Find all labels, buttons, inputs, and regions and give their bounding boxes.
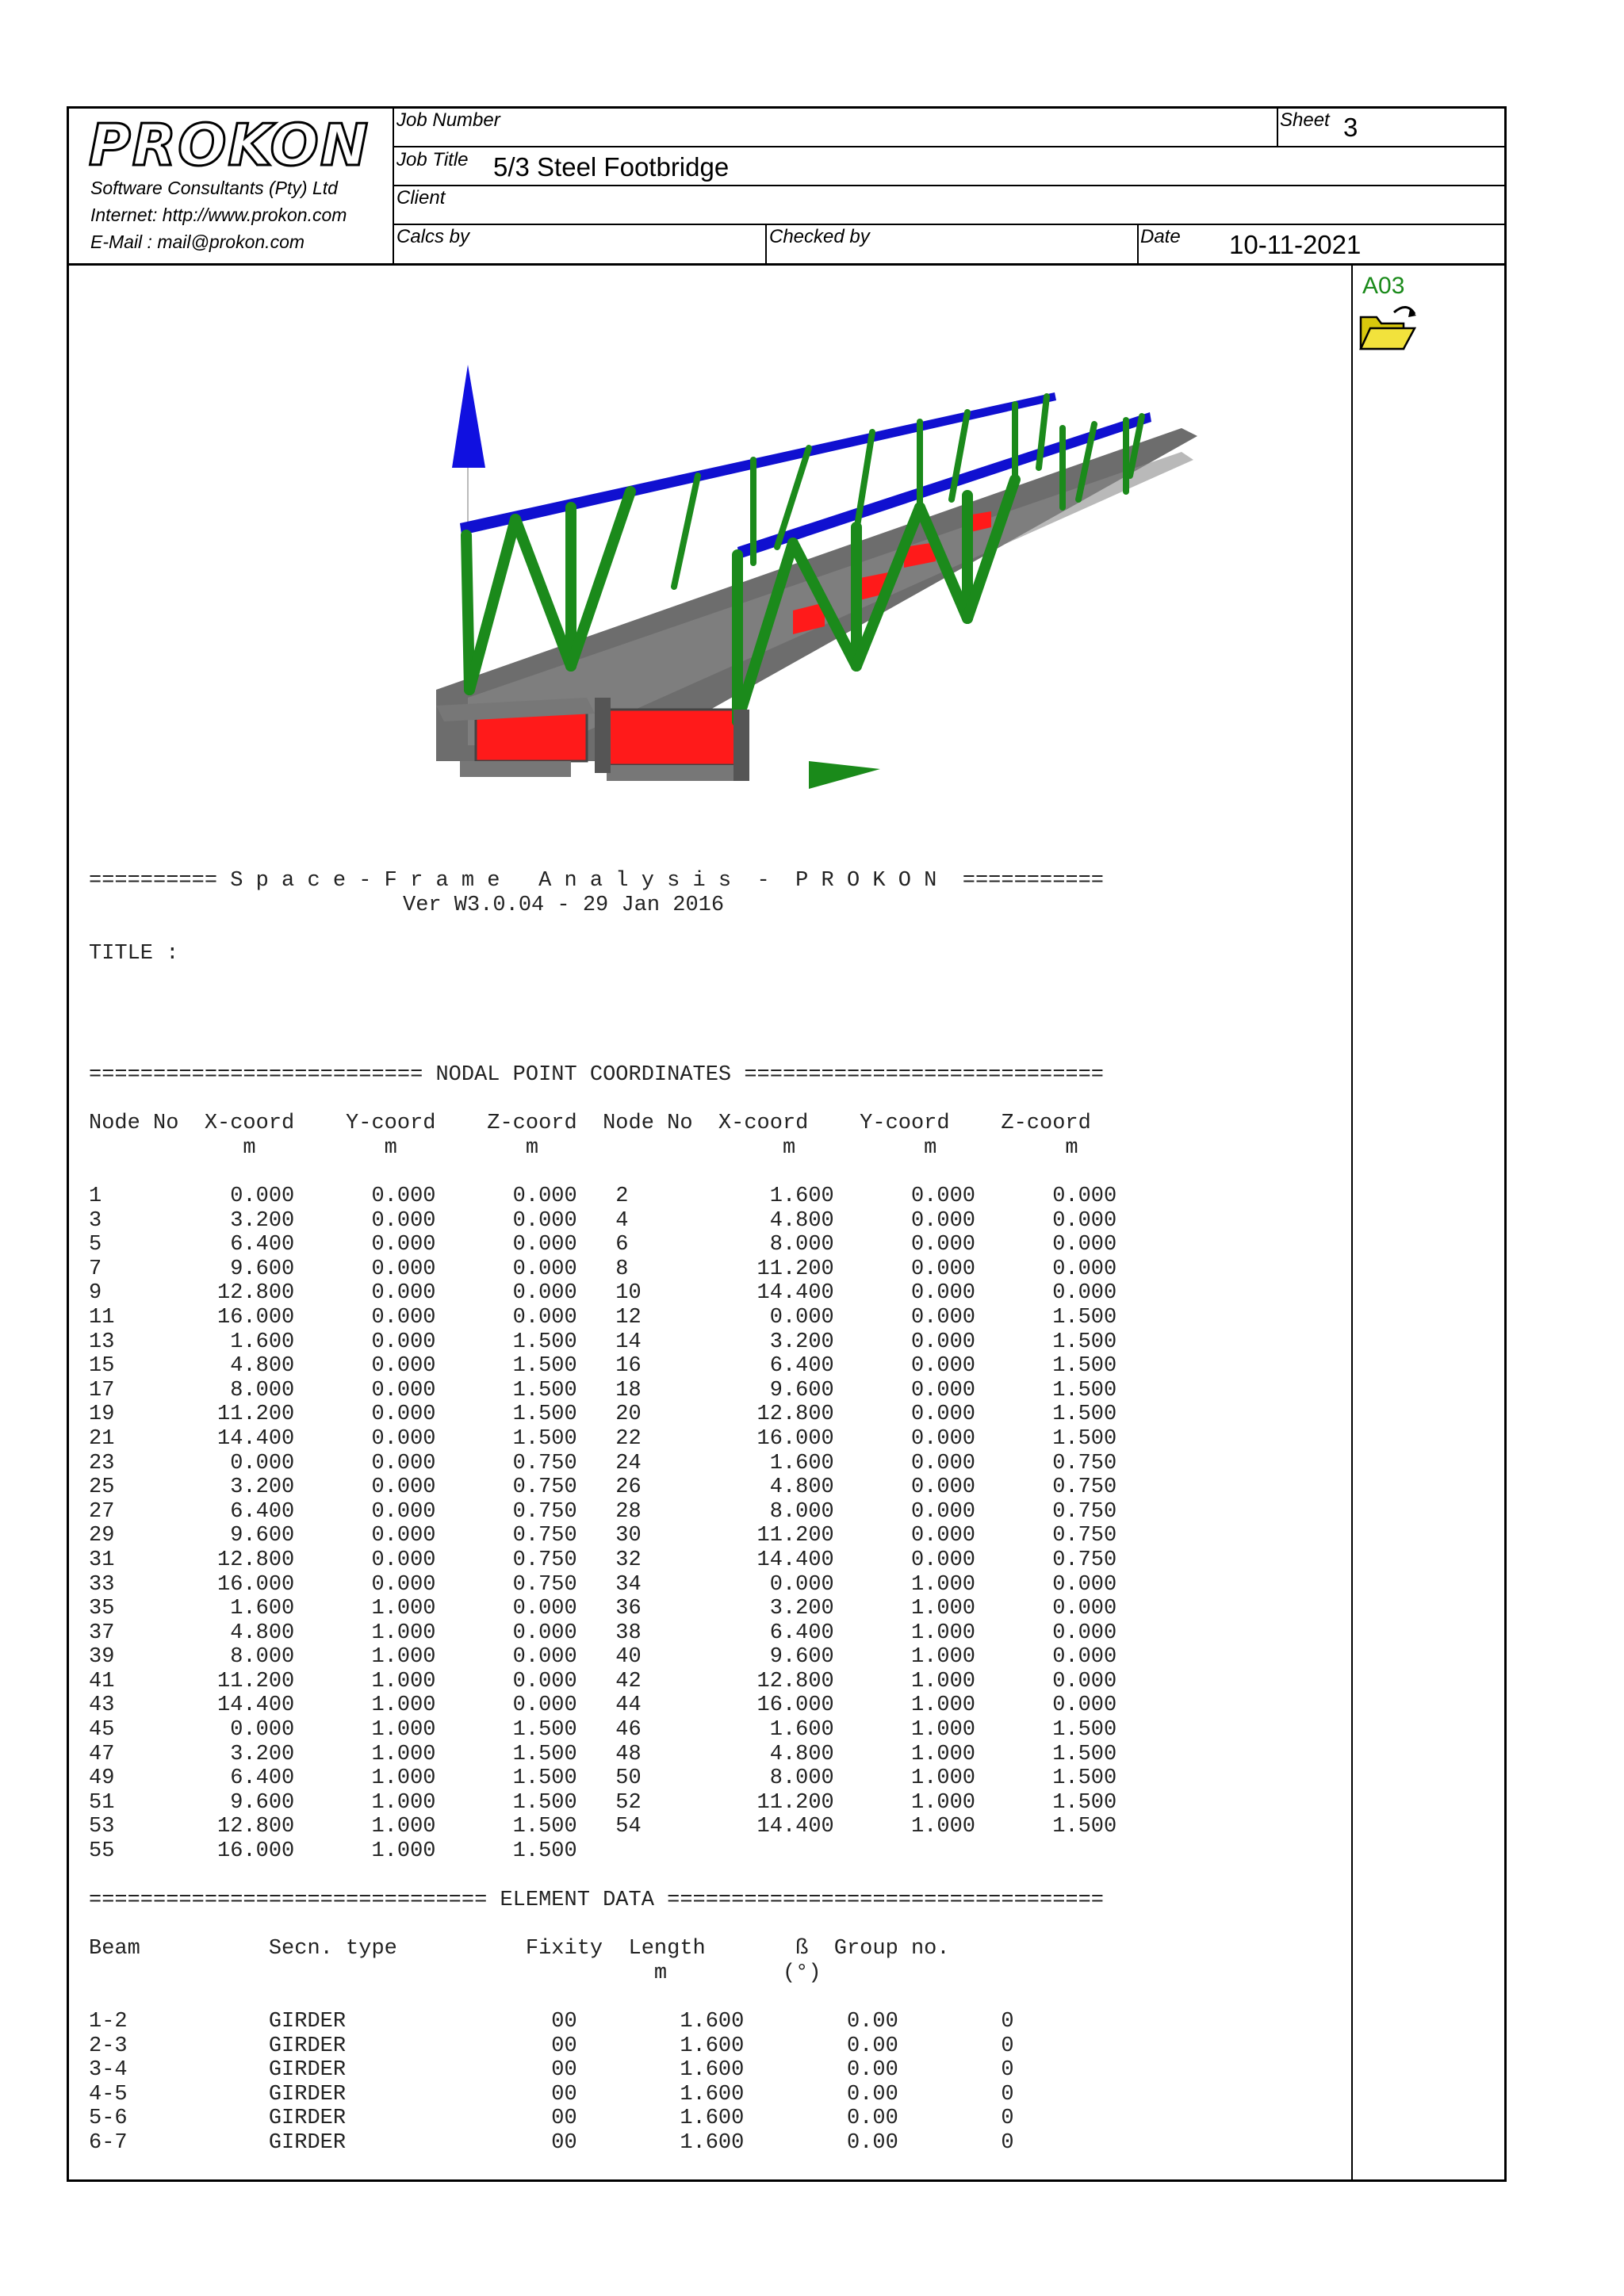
node-row: 41 11.200 1.000 0.000 42 12.800 1.000 0.000 bbox=[89, 1669, 1117, 1693]
header-row-line-3 bbox=[393, 224, 1507, 225]
header-bottom-line bbox=[67, 263, 1507, 266]
node-row: 9 12.800 0.000 0.000 10 14.400 0.000 0.000 bbox=[89, 1281, 1117, 1306]
node-row: 1 0.000 0.000 0.000 2 1.600 0.000 0.000 bbox=[89, 1184, 1117, 1208]
x-axis-arrow bbox=[809, 761, 880, 789]
sheet-divider bbox=[1277, 106, 1278, 146]
date-value: 10-11-2021 bbox=[1229, 230, 1362, 259]
node-row: 5 6.400 0.000 0.000 6 8.000 0.000 0.000 bbox=[89, 1233, 1117, 1257]
node-row: 49 6.400 1.000 1.500 50 8.000 1.000 1.500 bbox=[89, 1766, 1117, 1791]
node-row: 17 8.000 0.000 1.500 18 9.600 0.000 1.500 bbox=[89, 1378, 1117, 1402]
job-title: 5/3 Steel Footbridge bbox=[493, 152, 730, 182]
node-row: 13 1.600 0.000 1.500 14 3.200 0.000 1.500 bbox=[89, 1330, 1117, 1354]
client-label: Client bbox=[396, 187, 446, 209]
node-row: 43 14.400 1.000 0.000 44 16.000 1.000 0.000 bbox=[89, 1693, 1117, 1718]
report-version: Ver W3.0.04 - 29 Jan 2016 bbox=[403, 894, 725, 917]
side-column-divider bbox=[1351, 265, 1353, 2182]
cross-beam-front-right bbox=[607, 710, 741, 765]
job-title-label: Job Title bbox=[396, 149, 469, 170]
checked-by-label: Checked by bbox=[769, 226, 870, 247]
nodal-section-header: ========================== NODAL POINT COORDINATES ============================ bbox=[89, 1063, 1105, 1087]
element-section-header: =============================== ELEMENT DATA ================================== bbox=[89, 1888, 1105, 1912]
company-internet: Internet: http://www.prokon.com bbox=[90, 205, 347, 225]
nodal-column-units: m m m m m m bbox=[89, 1136, 1078, 1160]
node-row: 23 0.000 0.000 0.750 24 1.600 0.000 0.750 bbox=[89, 1451, 1117, 1475]
reference-code: A03 bbox=[1362, 273, 1405, 299]
z-axis-arrow bbox=[452, 365, 485, 468]
node-row: 45 0.000 1.000 1.500 46 1.600 1.000 1.500 bbox=[89, 1718, 1117, 1743]
report-banner: ========== S p a c e - F r a m e A n a l y s i s - P R O K O N =========== bbox=[89, 869, 1105, 893]
header-row-line-1 bbox=[393, 146, 1507, 147]
node-row: 51 9.600 1.000 1.500 52 11.200 1.000 1.500 bbox=[89, 1790, 1117, 1815]
element-column-units: m (°) bbox=[89, 1961, 822, 1985]
node-row: 39 8.000 1.000 0.000 40 9.600 1.000 0.000 bbox=[89, 1645, 1117, 1670]
element-row: 5-6 GIRDER 00 1.600 0.00 0 bbox=[89, 2107, 1014, 2131]
node-row: 35 1.600 1.000 0.000 36 3.200 1.000 0.000 bbox=[89, 1597, 1117, 1621]
company-email: E-Mail : mail@prokon.com bbox=[90, 232, 305, 252]
date-label: Date bbox=[1140, 226, 1181, 247]
date-divider bbox=[1137, 224, 1139, 264]
footbridge-3d-model bbox=[412, 349, 1221, 840]
element-row: 1-2 GIRDER 00 1.600 0.00 0 bbox=[89, 2010, 1014, 2034]
node-row: 33 16.000 0.000 0.750 34 0.000 1.000 0.000 bbox=[89, 1572, 1117, 1597]
job-number-label: Job Number bbox=[396, 109, 500, 131]
node-row: 55 16.000 1.000 1.500 bbox=[89, 1839, 616, 1864]
node-row: 7 9.600 0.000 0.000 8 11.200 0.000 0.000 bbox=[89, 1257, 1117, 1281]
calcs-by-label: Calcs by bbox=[396, 226, 470, 247]
node-row: 3 3.200 0.000 0.000 4 4.800 0.000 0.000 bbox=[89, 1208, 1117, 1233]
node-row: 15 4.800 0.000 1.500 16 6.400 0.000 1.500 bbox=[89, 1354, 1117, 1379]
checked-divider bbox=[765, 224, 767, 264]
header-row-line-2 bbox=[393, 185, 1507, 186]
node-row: 29 9.600 0.000 0.750 30 11.200 0.000 0.750 bbox=[89, 1524, 1117, 1548]
nodal-coordinates-table bbox=[89, 1184, 1116, 1864]
prokon-logo bbox=[82, 113, 384, 176]
element-row: 2-3 GIRDER 00 1.600 0.00 0 bbox=[89, 2034, 1014, 2058]
sheet-label: Sheet bbox=[1280, 109, 1330, 131]
nodal-column-headers: Node No X-coord Y-coord Z-coord Node No X-coord Y-coord Z-coord bbox=[89, 1112, 1091, 1135]
node-row: 19 11.200 0.000 1.500 20 12.800 0.000 1.500 bbox=[89, 1402, 1117, 1427]
element-data-table bbox=[89, 2010, 1014, 2156]
node-row: 47 3.200 1.000 1.500 48 4.800 1.000 1.500 bbox=[89, 1742, 1117, 1766]
logo-text: PROKON bbox=[89, 113, 370, 176]
node-row: 21 14.400 0.000 1.500 22 16.000 0.000 1.500 bbox=[89, 1426, 1117, 1451]
node-row: 25 3.200 0.000 0.750 26 4.800 0.000 0.750 bbox=[89, 1475, 1117, 1500]
element-column-headers: Beam Secn. type Fixity Length ß Group no. bbox=[89, 1937, 950, 1961]
node-row: 37 4.800 1.000 0.000 38 6.400 1.000 0.000 bbox=[89, 1621, 1117, 1645]
node-row: 11 16.000 0.000 0.000 12 0.000 0.000 1.500 bbox=[89, 1305, 1117, 1330]
open-folder-icon[interactable] bbox=[1358, 300, 1421, 355]
sheet-number: 3 bbox=[1343, 113, 1358, 142]
node-row: 27 6.400 0.000 0.750 28 8.000 0.000 0.750 bbox=[89, 1499, 1117, 1524]
element-row: 6-7 GIRDER 00 1.600 0.00 0 bbox=[89, 2130, 1014, 2155]
node-row: 31 12.800 0.000 0.750 32 14.400 0.000 0.750 bbox=[89, 1548, 1117, 1572]
element-row: 3-4 GIRDER 00 1.600 0.00 0 bbox=[89, 2058, 1014, 2083]
report-title-line: TITLE : bbox=[89, 942, 179, 966]
node-row: 53 12.800 1.000 1.500 54 14.400 1.000 1.500 bbox=[89, 1815, 1117, 1839]
company-name: Software Consultants (Pty) Ltd bbox=[90, 178, 338, 198]
element-row: 4-5 GIRDER 00 1.600 0.00 0 bbox=[89, 2082, 1014, 2107]
